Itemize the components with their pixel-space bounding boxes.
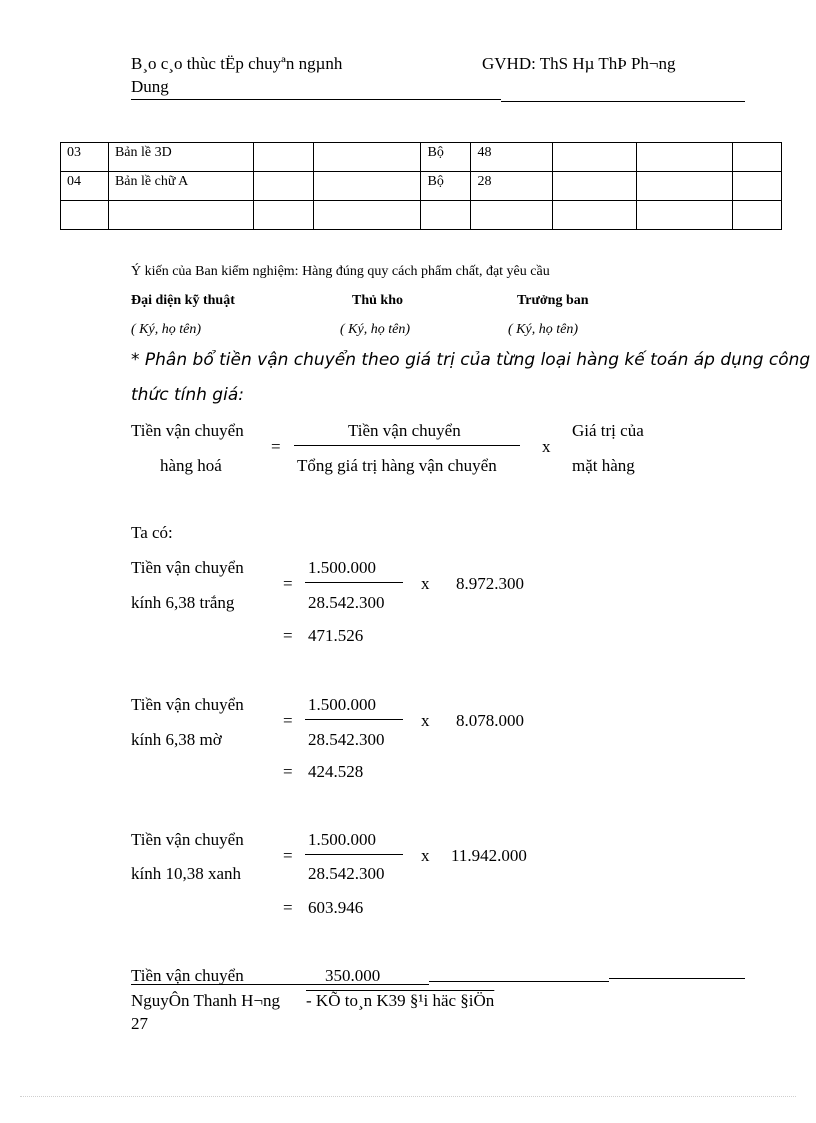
signer-title: Thủ kho — [352, 293, 403, 308]
table-cell — [733, 143, 782, 172]
table-row — [61, 201, 782, 230]
calc-multiplier: 8.972.300 — [456, 574, 524, 593]
formula-right-label-continued: mặt hàng — [572, 456, 635, 475]
table-cell — [253, 201, 313, 230]
table-cell: 04 — [61, 172, 109, 201]
calc-result: 603.946 — [308, 898, 364, 917]
footer-rule-right — [609, 978, 745, 979]
page-number: 27 — [131, 1014, 148, 1033]
calc-result-equals: = — [283, 898, 293, 917]
calc-numerator: 1.500.000 — [308, 695, 376, 714]
table-cell — [61, 201, 109, 230]
page-bottom-dotted-line — [20, 1096, 796, 1097]
table-cell — [553, 201, 637, 230]
calc-multiplier: 8.078.000 — [456, 711, 524, 730]
table-cell: 48 — [471, 143, 553, 172]
table-cell — [313, 201, 421, 230]
calc-label: Tiền vận chuyển — [131, 695, 244, 714]
table-row — [61, 172, 782, 201]
formula-numerator: Tiền vận chuyển — [348, 421, 461, 440]
formula-denominator: Tổng giá trị hàng vận chuyển — [297, 456, 497, 475]
calc-equals-sign: = — [283, 574, 293, 593]
table-cell — [637, 172, 733, 201]
calc-denominator: 28.542.300 — [308, 730, 385, 749]
formula-times-sign: x — [542, 437, 551, 456]
calc-multiplier: 11.942.000 — [451, 846, 527, 865]
signer-title: Đại diện kỹ thuật — [131, 293, 235, 308]
calc-times-sign: x — [421, 574, 430, 593]
calc-result: 471.526 — [308, 626, 364, 645]
calc-fraction-bar — [305, 719, 403, 720]
footer-rule-middle — [429, 981, 609, 982]
formula-right-label: Giá trị của — [572, 421, 644, 440]
header-rule-right — [501, 101, 745, 102]
calc-times-sign: x — [421, 711, 430, 730]
table-cell — [553, 172, 637, 201]
allocation-intro-continued: thức tính giá: — [131, 385, 244, 405]
calc-label-partial: Tiền vận chuyển — [131, 966, 244, 985]
formula-left-label: Tiền vận chuyển — [131, 421, 244, 440]
supervisor-name: GVHD: ThS Hµ ThÞ Ph¬ng — [482, 54, 676, 73]
table-cell — [253, 172, 313, 201]
calc-fraction-bar — [305, 582, 403, 583]
inspection-opinion: Ý kiến của Ban kiểm nghiệm: Hàng đúng quy cách phẩm chất, đạt yêu cầu — [131, 264, 550, 279]
formula-fraction-bar — [294, 445, 520, 446]
signer-note: ( Ký, họ tên) — [131, 322, 201, 337]
table-cell — [733, 201, 782, 230]
table-cell — [637, 143, 733, 172]
report-title-continued: Dung — [131, 77, 169, 96]
footer-rule-left — [131, 984, 429, 985]
calc-label: Tiền vận chuyển — [131, 558, 244, 577]
table-cell — [471, 201, 553, 230]
table-cell — [313, 143, 421, 172]
table-cell: Bản lề 3D — [108, 143, 253, 172]
calc-fraction-bar — [305, 854, 403, 855]
table-cell — [253, 143, 313, 172]
calc-numerator: 1.500.000 — [308, 830, 376, 849]
calc-result-equals: = — [283, 762, 293, 781]
signer-note: ( Ký, họ tên) — [508, 322, 578, 337]
calc-denominator: 28.542.300 — [308, 864, 385, 883]
footer-author: NguyÔn Thanh H¬ng — [131, 991, 281, 1010]
table-cell: Bộ — [421, 143, 471, 172]
header-rule-left — [131, 99, 501, 100]
calc-value-partial: 350.000 — [325, 966, 381, 985]
footer-class-info: - KÕ to¸n K39 §¹i häc §iÖn — [306, 991, 495, 1010]
calc-equals-sign: = — [283, 846, 293, 865]
report-title: B¸o c¸o thùc tËp chuyªn ngµnh — [131, 54, 343, 73]
table-cell — [733, 172, 782, 201]
calc-label-continued: kính 6,38 trắng — [131, 593, 235, 612]
calc-label-continued: kính 6,38 mờ — [131, 730, 222, 749]
formula-equals-sign: = — [271, 437, 281, 456]
signer-note: ( Ký, họ tên) — [340, 322, 410, 337]
table-row — [61, 143, 782, 172]
calc-result: 424.528 — [308, 762, 364, 781]
table-cell — [313, 172, 421, 201]
calc-times-sign: x — [421, 846, 430, 865]
calc-denominator: 28.542.300 — [308, 593, 385, 612]
table-cell — [637, 201, 733, 230]
calc-equals-sign: = — [283, 711, 293, 730]
signer-title: Trưởng ban — [517, 293, 589, 308]
allocation-intro: * Phân bổ tiền vận chuyển theo giá trị của từng loại hàng kế toán áp dụng công — [131, 350, 811, 370]
formula-left-label-continued: hàng hoá — [160, 456, 222, 475]
table-cell: 03 — [61, 143, 109, 172]
calc-label-continued: kính 10,38 xanh — [131, 864, 242, 883]
ta-co-label: Ta có: — [131, 523, 173, 542]
calc-numerator: 1.500.000 — [308, 558, 376, 577]
goods-table — [60, 142, 782, 230]
table-cell — [553, 143, 637, 172]
table-cell: 28 — [471, 172, 553, 201]
table-cell: Bộ — [421, 172, 471, 201]
table-cell — [108, 201, 253, 230]
table-cell — [421, 201, 471, 230]
calc-result-equals: = — [283, 626, 293, 645]
table-cell: Bản lề chữ A — [108, 172, 253, 201]
calc-label: Tiền vận chuyển — [131, 830, 244, 849]
